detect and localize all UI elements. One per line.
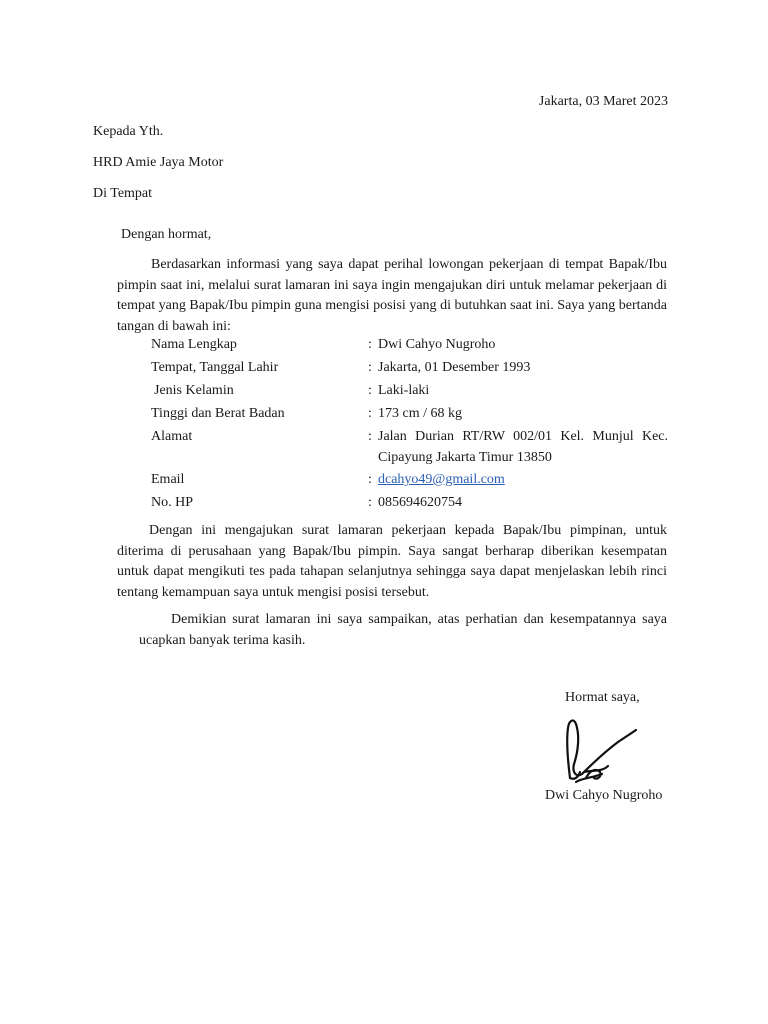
field-nama-lengkap xyxy=(151,335,668,356)
field-colon: : xyxy=(368,406,372,421)
field-colon: : xyxy=(368,472,372,487)
field-value: Jakarta, 01 Desember 1993 xyxy=(378,360,531,375)
field-value: 173 cm / 68 kg xyxy=(378,406,462,421)
field-value: Laki-laki xyxy=(378,383,430,398)
field-jenis-kelamin xyxy=(151,381,668,402)
recipient-line-3: Di Tempat xyxy=(93,186,153,201)
field-label: Tinggi dan Berat Badan xyxy=(151,406,285,421)
field-label: No. HP xyxy=(151,495,194,510)
email-link[interactable]: dcahyo49@gmail.com xyxy=(378,472,505,487)
field-label: Tempat, Tanggal Lahir xyxy=(151,360,279,375)
field-email xyxy=(151,470,668,491)
field-label: Email xyxy=(151,472,185,487)
field-colon: : xyxy=(368,360,372,375)
field-label: Jenis Kelamin xyxy=(154,383,234,398)
recipient-line-2: HRD Amie Jaya Motor xyxy=(93,155,224,170)
recipient-line-1: Kepada Yth. xyxy=(93,124,164,139)
field-alamat xyxy=(151,427,668,468)
field-label: Nama Lengkap xyxy=(151,337,237,352)
field-value: Jalan Durian RT/RW 002/01 Kel. Munjul Kec. Cipayung Jakarta Timur 13850 xyxy=(378,429,668,465)
field-colon: : xyxy=(368,495,372,510)
intro-paragraph: Berdasarkan informasi yang saya dapat perihal lowongan pekerjaan di tempat Bapak/Ibu pimpin saat ini, melalui surat lamaran ini saya ingin mengajukan diri untuk melamar pekerjaan di tempat yang Bapak/Ibu pimpin guna mengisi posisi yang di butuhkan saat ini. Saya yang bertanda tangan di bawah ini: xyxy=(117,257,667,334)
field-value: 085694620754 xyxy=(378,495,462,510)
field-colon: : xyxy=(368,429,372,444)
field-colon: : xyxy=(368,337,372,352)
closing-salutation: Hormat saya, xyxy=(565,690,640,705)
field-label: Alamat xyxy=(151,429,193,444)
field-colon: : xyxy=(368,383,372,398)
field-tempat-tanggal-lahir xyxy=(151,358,668,379)
signature-icon xyxy=(562,712,642,787)
signer-name: Dwi Cahyo Nugroho xyxy=(545,788,663,803)
letter-date: Jakarta, 03 Maret 2023 xyxy=(538,94,668,109)
field-value: Dwi Cahyo Nugroho xyxy=(378,337,496,352)
field-tinggi-berat-badan xyxy=(151,404,668,425)
body-paragraph: Dengan ini mengajukan surat lamaran pekerjaan kepada Bapak/Ibu pimpinan, untuk diterima di perusahaan yang Bapak/Ibu pimpin. Saya sangat berharap diberikan kesempatan untuk dapat mengikuti tes pada tahapan selanjutnya sehingga saya dapat menjelaskan lebih rinci tentang kemampuan saya untuk mengisi posisi tersebut. xyxy=(117,523,667,600)
field-no-hp xyxy=(151,493,668,514)
closing-paragraph: Demikian surat lamaran ini saya sampaikan, atas perhatian dan kesempatannya saya ucapkan banyak terima kasih. xyxy=(139,612,667,648)
salutation: Dengan hormat, xyxy=(121,227,212,242)
